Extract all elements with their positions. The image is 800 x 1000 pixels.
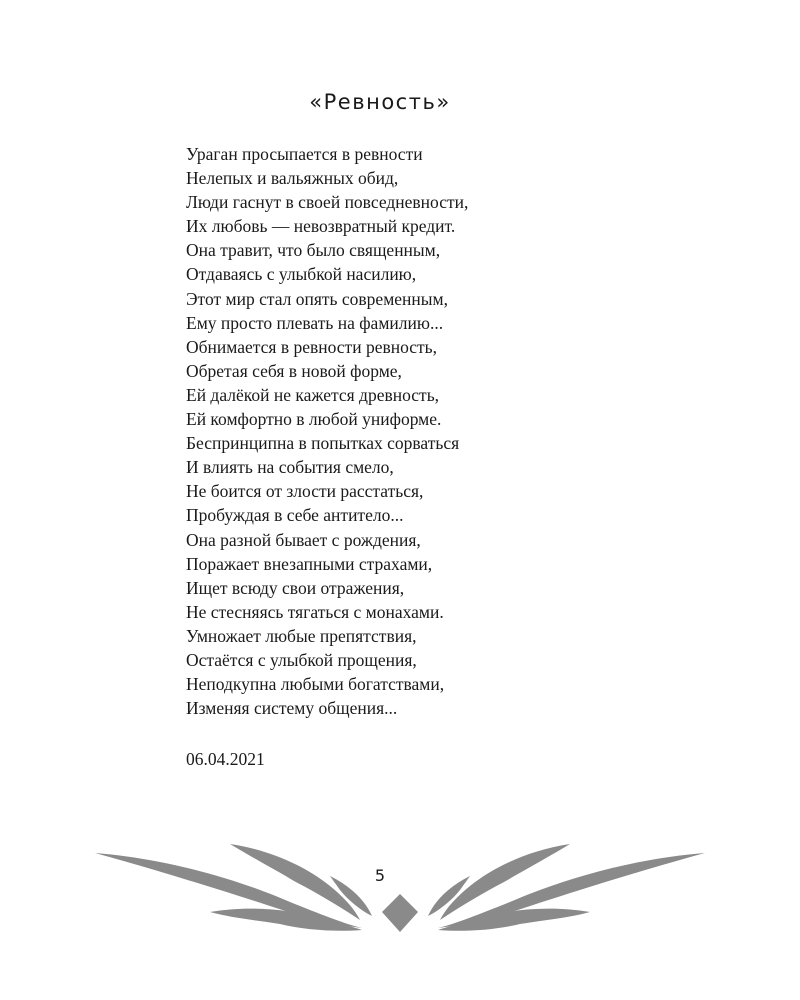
poem-line: Ей комфортно в любой униформе.: [186, 409, 442, 430]
poem-line: Люди гаснут в своей повседневности,: [186, 192, 469, 213]
poem-date: 06.04.2021: [186, 749, 265, 769]
poem-line: Изменяя систему общения...: [186, 698, 398, 719]
poem-line: Она травит, что было священным,: [186, 240, 441, 261]
poem-line: Ему просто плевать на фамилию...: [186, 312, 444, 333]
poem-line: Поражает внезапными страхами,: [186, 553, 433, 574]
poem-line: Она разной бывает с рождения,: [186, 529, 421, 550]
poem-line: Неподкупна любыми богатствами,: [186, 674, 445, 695]
poem-line: Беспринципна в попытках сорваться: [186, 433, 460, 454]
poem-line: Не стесняясь тягаться с монахами.: [186, 601, 444, 622]
poem-line: Обнимается в ревности ревность,: [186, 336, 438, 357]
poem-line: Ураган просыпается в ревности: [186, 144, 423, 164]
poem-line: Ей далёкой не кажется древность,: [186, 384, 440, 405]
poem-line: Умножает любые препятствия,: [186, 625, 417, 646]
tribal-ornament: [0, 820, 800, 940]
poem-line: Не боится от злости расстаться,: [186, 481, 424, 502]
poem-line: Пробуждая в себе антитело...: [186, 505, 404, 526]
poem-line: Этот мир стал опять современным,: [186, 288, 448, 309]
poem-line: Ищет всюду свои отражения,: [186, 577, 405, 598]
poem-line: Нелепых и вальяжных обид,: [186, 168, 399, 189]
poem-line: Обретая себя в новой форме,: [186, 360, 402, 381]
poem-body: [186, 142, 468, 720]
poem-line: И влиять на события смело,: [186, 457, 394, 478]
page-number: 5: [374, 866, 386, 885]
poem-line: Отдаваясь с улыбкой насилию,: [186, 264, 417, 285]
poem-line: Остаётся с улыбкой прощения,: [186, 649, 417, 670]
poem-line: Их любовь — невозвратный кредит.: [186, 216, 456, 237]
poem-title: «Ревность»: [309, 90, 451, 114]
